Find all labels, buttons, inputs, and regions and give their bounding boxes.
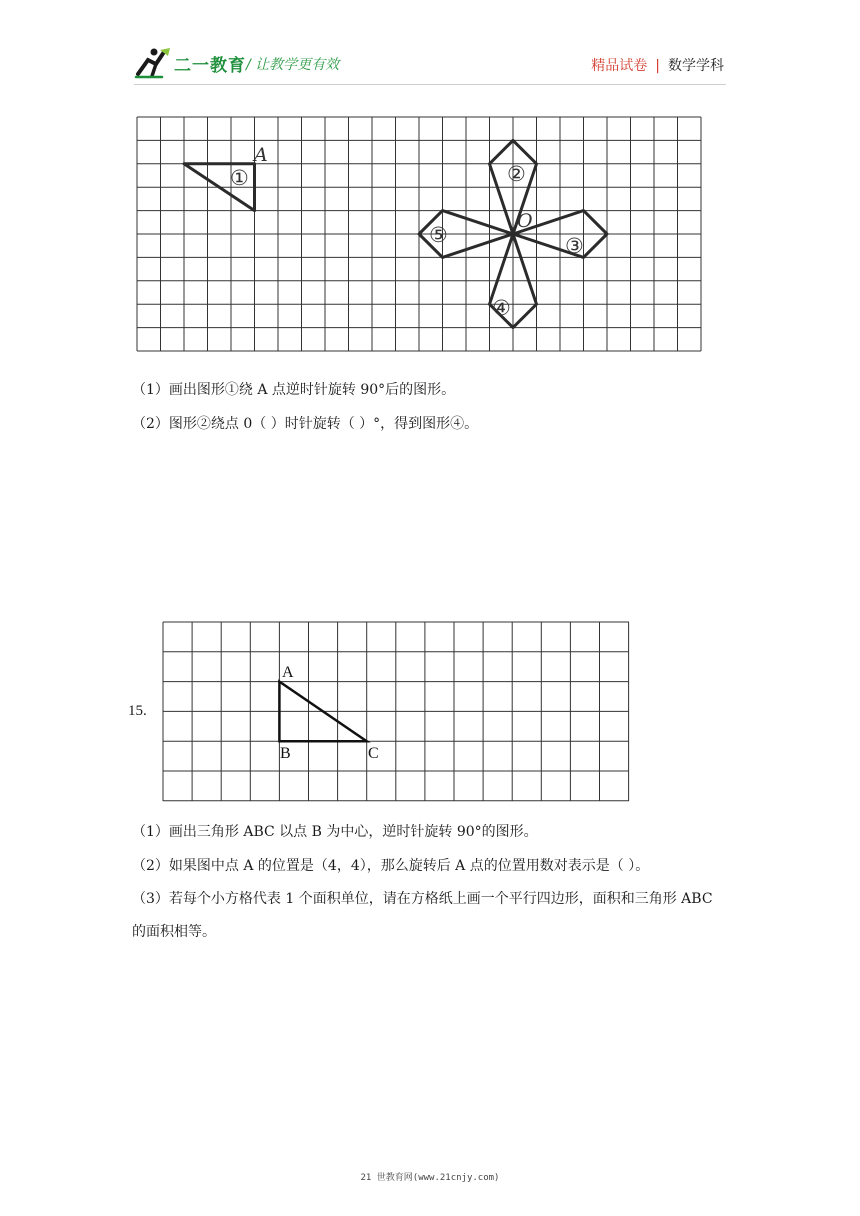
- problem-15-question-2: （2）如果图中点 A 的位置是（4，4），那么旋转后 A 点的位置用数对表示是（ ）。: [132, 858, 650, 874]
- shape-5-label: ⑤: [429, 223, 448, 247]
- logo-text: 二一教育: [174, 56, 246, 76]
- paper-label: 精品试卷: [591, 58, 648, 74]
- page-header: [0, 0, 860, 90]
- problem-15-number: 15.: [128, 703, 147, 719]
- slogan: / 让教学更有效: [246, 57, 340, 73]
- shape-4-label: ④: [492, 296, 511, 320]
- point-a-label: A: [254, 144, 268, 166]
- grid-lines: [163, 622, 629, 801]
- header-separator: |: [655, 58, 660, 74]
- page-footer: 21 世教育网(www.21cnjy.com): [360, 1173, 500, 1183]
- point-c-label: C: [368, 745, 379, 762]
- header-right: [591, 55, 724, 75]
- point-o-label: O: [517, 210, 533, 232]
- point-b-label: B: [280, 745, 291, 762]
- shape-1-label: ①: [230, 166, 249, 190]
- problem-15-question-1: （1）画出三角形 ABC 以点 B 为中心，逆时针旋转 90°的图形。: [132, 824, 538, 840]
- rotation-grid-figure: [136, 116, 704, 362]
- runner-logo-icon: [134, 46, 174, 80]
- logo: [134, 46, 364, 80]
- triangle-abc-grid-figure: [162, 621, 632, 805]
- shape-2-label: ②: [507, 162, 526, 186]
- problem-15-question-3-line-1: （3）若每个小方格代表 1 个面积单位，请在方格纸上画一个平行四边形，面积和三角形 ABC: [132, 891, 713, 907]
- problem-14-question-1: （1）画出图形①绕 A 点逆时针旋转 90°后的图形。: [132, 382, 456, 398]
- shape-3-label: ③: [565, 234, 584, 258]
- problem-14-question-2: （2）图形②绕点 0（ ）时针旋转（ ）°，得到图形④。: [132, 416, 479, 432]
- header-rule: [134, 84, 726, 85]
- subject-label: 数学学科: [668, 58, 724, 74]
- point-a-label: A: [282, 664, 294, 681]
- problem-15-question-3-line-2: 的面积相等。: [132, 924, 216, 940]
